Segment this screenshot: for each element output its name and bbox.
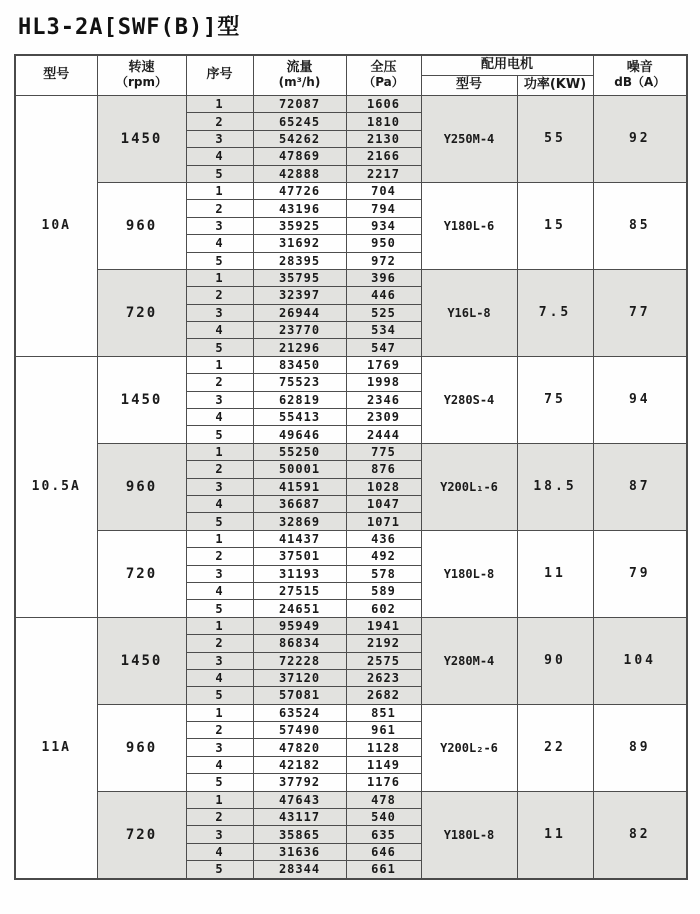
flow-cell: 26944 — [253, 304, 346, 321]
flow-cell: 32869 — [253, 513, 346, 530]
serial-cell: 3 — [186, 391, 253, 408]
flow-cell: 57490 — [253, 722, 346, 739]
table-header — [15, 55, 687, 96]
serial-cell: 4 — [186, 322, 253, 339]
flow-cell: 37792 — [253, 774, 346, 791]
pressure-cell: 2166 — [346, 148, 421, 165]
motor-power-cell: 11 — [517, 791, 593, 878]
flow-cell: 63524 — [253, 704, 346, 721]
serial-cell: 5 — [186, 774, 253, 791]
fan-spec-table — [14, 54, 688, 880]
serial-cell: 5 — [186, 600, 253, 617]
rpm-cell: 720 — [97, 791, 186, 878]
serial-cell: 1 — [186, 443, 253, 460]
motor-model-cell: Y280M-4 — [421, 617, 517, 704]
serial-cell: 1 — [186, 269, 253, 286]
noise-cell: 82 — [593, 791, 687, 878]
motor-model-cell: Y180L-8 — [421, 530, 517, 617]
table-row — [15, 356, 687, 373]
serial-cell: 5 — [186, 861, 253, 879]
flow-cell: 47820 — [253, 739, 346, 756]
motor-power-cell: 18.5 — [517, 443, 593, 530]
flow-cell: 28344 — [253, 861, 346, 879]
pressure-cell: 1606 — [346, 96, 421, 113]
flow-cell: 54262 — [253, 130, 346, 147]
flow-cell: 49646 — [253, 426, 346, 443]
model-cell: 10.5A — [15, 356, 97, 617]
rpm-cell: 960 — [97, 443, 186, 530]
pressure-cell: 396 — [346, 269, 421, 286]
pressure-cell: 2309 — [346, 409, 421, 426]
table-body — [15, 96, 687, 879]
flow-cell: 47869 — [253, 148, 346, 165]
motor-power-cell: 55 — [517, 96, 593, 183]
flow-cell: 47643 — [253, 791, 346, 808]
pressure-cell: 2192 — [346, 635, 421, 652]
serial-cell: 3 — [186, 565, 253, 582]
serial-cell: 1 — [186, 96, 253, 113]
noise-cell: 92 — [593, 96, 687, 183]
flow-cell: 42888 — [253, 165, 346, 182]
serial-cell: 3 — [186, 217, 253, 234]
serial-cell: 3 — [186, 304, 253, 321]
serial-cell: 2 — [186, 809, 253, 826]
pressure-cell: 972 — [346, 252, 421, 269]
serial-cell: 2 — [186, 374, 253, 391]
model-cell: 10A — [15, 96, 97, 357]
rpm-cell: 1450 — [97, 356, 186, 443]
serial-cell: 5 — [186, 165, 253, 182]
pressure-cell: 589 — [346, 582, 421, 599]
header-flow — [253, 55, 346, 96]
noise-cell: 77 — [593, 269, 687, 356]
flow-cell: 95949 — [253, 617, 346, 634]
rpm-cell: 720 — [97, 269, 186, 356]
noise-cell: 89 — [593, 704, 687, 791]
serial-cell: 3 — [186, 478, 253, 495]
pressure-cell: 547 — [346, 339, 421, 356]
noise-cell: 87 — [593, 443, 687, 530]
table-row — [15, 443, 687, 460]
pressure-cell: 2130 — [346, 130, 421, 147]
header-noise-label: 噪音 — [626, 60, 653, 76]
serial-cell: 5 — [186, 513, 253, 530]
pressure-cell: 1071 — [346, 513, 421, 530]
flow-cell: 24651 — [253, 600, 346, 617]
pressure-cell: 961 — [346, 722, 421, 739]
flow-cell: 31193 — [253, 565, 346, 582]
pressure-cell: 851 — [346, 704, 421, 721]
flow-cell: 21296 — [253, 339, 346, 356]
pressure-cell: 1176 — [346, 774, 421, 791]
serial-cell: 3 — [186, 652, 253, 669]
serial-cell: 2 — [186, 722, 253, 739]
pressure-cell: 1149 — [346, 756, 421, 773]
rpm-cell: 1450 — [97, 96, 186, 183]
serial-cell: 1 — [186, 530, 253, 547]
flow-cell: 28395 — [253, 252, 346, 269]
flow-cell: 35925 — [253, 217, 346, 234]
serial-cell: 2 — [186, 113, 253, 130]
pressure-cell: 775 — [346, 443, 421, 460]
header-motor-group: 配用电机 — [421, 55, 593, 76]
pressure-cell: 2623 — [346, 669, 421, 686]
motor-model-cell: Y280S-4 — [421, 356, 517, 443]
serial-cell: 2 — [186, 287, 253, 304]
serial-cell: 4 — [186, 756, 253, 773]
pressure-cell: 661 — [346, 861, 421, 879]
pressure-cell: 2444 — [346, 426, 421, 443]
flow-cell: 43117 — [253, 809, 346, 826]
table-row — [15, 182, 687, 199]
pressure-cell: 704 — [346, 182, 421, 199]
serial-cell: 5 — [186, 426, 253, 443]
page-title: HL3-2A[SWF(B)]型 — [18, 15, 241, 40]
header-pressure — [346, 55, 421, 96]
flow-cell: 57081 — [253, 687, 346, 704]
serial-cell: 4 — [186, 495, 253, 512]
flow-cell: 83450 — [253, 356, 346, 373]
header-speed-unit: （rpm） — [115, 75, 167, 90]
header-flow-unit: (m³/h) — [278, 75, 321, 90]
serial-cell: 5 — [186, 687, 253, 704]
flow-cell: 43196 — [253, 200, 346, 217]
table-row — [15, 791, 687, 808]
flow-cell: 72228 — [253, 652, 346, 669]
flow-cell: 41437 — [253, 530, 346, 547]
serial-cell: 4 — [186, 582, 253, 599]
motor-power-cell: 90 — [517, 617, 593, 704]
table-row — [15, 530, 687, 547]
serial-cell: 2 — [186, 200, 253, 217]
flow-cell: 75523 — [253, 374, 346, 391]
flow-cell: 27515 — [253, 582, 346, 599]
header-flow-label: 流量 — [286, 60, 313, 76]
flow-cell: 50001 — [253, 461, 346, 478]
header-model: 型号 — [15, 55, 97, 96]
flow-cell: 47726 — [253, 182, 346, 199]
noise-cell: 85 — [593, 182, 687, 269]
pressure-cell: 2682 — [346, 687, 421, 704]
motor-model-cell: Y180L-8 — [421, 791, 517, 878]
motor-power-cell: 11 — [517, 530, 593, 617]
pressure-cell: 602 — [346, 600, 421, 617]
motor-power-cell: 7.5 — [517, 269, 593, 356]
serial-cell: 4 — [186, 409, 253, 426]
serial-cell: 1 — [186, 356, 253, 373]
rpm-cell: 720 — [97, 530, 186, 617]
flow-cell: 72087 — [253, 96, 346, 113]
table-row — [15, 617, 687, 634]
table-row — [15, 704, 687, 721]
motor-power-cell: 75 — [517, 356, 593, 443]
header-noise — [593, 55, 687, 96]
rpm-cell: 960 — [97, 704, 186, 791]
flow-cell: 32397 — [253, 287, 346, 304]
serial-cell: 4 — [186, 669, 253, 686]
noise-cell: 104 — [593, 617, 687, 704]
flow-cell: 86834 — [253, 635, 346, 652]
serial-cell: 1 — [186, 182, 253, 199]
flow-cell: 55413 — [253, 409, 346, 426]
pressure-cell: 540 — [346, 809, 421, 826]
serial-cell: 1 — [186, 791, 253, 808]
flow-cell: 55250 — [253, 443, 346, 460]
motor-power-cell: 22 — [517, 704, 593, 791]
pressure-cell: 2575 — [346, 652, 421, 669]
header-pressure-unit: （Pa） — [363, 75, 404, 90]
serial-cell: 5 — [186, 252, 253, 269]
flow-cell: 65245 — [253, 113, 346, 130]
serial-cell: 2 — [186, 461, 253, 478]
pressure-cell: 646 — [346, 843, 421, 860]
flow-cell: 37501 — [253, 548, 346, 565]
serial-cell: 2 — [186, 635, 253, 652]
pressure-cell: 2346 — [346, 391, 421, 408]
pressure-cell: 578 — [346, 565, 421, 582]
pressure-cell: 2217 — [346, 165, 421, 182]
pressure-cell: 1998 — [346, 374, 421, 391]
serial-cell: 5 — [186, 339, 253, 356]
serial-cell: 2 — [186, 548, 253, 565]
pressure-cell: 934 — [346, 217, 421, 234]
serial-cell: 1 — [186, 617, 253, 634]
flow-cell: 23770 — [253, 322, 346, 339]
serial-cell: 4 — [186, 843, 253, 860]
flow-cell: 35795 — [253, 269, 346, 286]
pressure-cell: 436 — [346, 530, 421, 547]
header-motor-power: 功率(KW) — [517, 76, 593, 96]
noise-cell: 79 — [593, 530, 687, 617]
serial-cell: 4 — [186, 235, 253, 252]
motor-model-cell: Y200L₂-6 — [421, 704, 517, 791]
motor-power-cell: 15 — [517, 182, 593, 269]
pressure-cell: 1128 — [346, 739, 421, 756]
noise-cell: 94 — [593, 356, 687, 443]
serial-cell: 3 — [186, 739, 253, 756]
pressure-cell: 525 — [346, 304, 421, 321]
pressure-cell: 1047 — [346, 495, 421, 512]
flow-cell: 35865 — [253, 826, 346, 843]
pressure-cell: 635 — [346, 826, 421, 843]
header-noise-unit: dB（A） — [614, 75, 666, 90]
pressure-cell: 1028 — [346, 478, 421, 495]
pressure-cell: 1941 — [346, 617, 421, 634]
table-row — [15, 269, 687, 286]
flow-cell: 42182 — [253, 756, 346, 773]
serial-cell: 4 — [186, 148, 253, 165]
flow-cell: 41591 — [253, 478, 346, 495]
header-serial: 序号 — [186, 55, 253, 96]
header-speed — [97, 55, 186, 96]
motor-model-cell: Y180L-6 — [421, 182, 517, 269]
header-speed-label: 转速 — [128, 60, 155, 76]
serial-cell: 3 — [186, 826, 253, 843]
flow-cell: 37120 — [253, 669, 346, 686]
model-cell: 11A — [15, 617, 97, 878]
motor-model-cell: Y200L₁-6 — [421, 443, 517, 530]
flow-cell: 31636 — [253, 843, 346, 860]
serial-cell: 3 — [186, 130, 253, 147]
pressure-cell: 1810 — [346, 113, 421, 130]
pressure-cell: 534 — [346, 322, 421, 339]
pressure-cell: 1769 — [346, 356, 421, 373]
motor-model-cell: Y250M-4 — [421, 96, 517, 183]
rpm-cell: 1450 — [97, 617, 186, 704]
flow-cell: 62819 — [253, 391, 346, 408]
header-motor-model: 型号 — [421, 76, 517, 96]
pressure-cell: 478 — [346, 791, 421, 808]
motor-model-cell: Y16L-8 — [421, 269, 517, 356]
pressure-cell: 794 — [346, 200, 421, 217]
pressure-cell: 492 — [346, 548, 421, 565]
flow-cell: 36687 — [253, 495, 346, 512]
pressure-cell: 446 — [346, 287, 421, 304]
header-pressure-label: 全压 — [370, 60, 397, 76]
rpm-cell: 960 — [97, 182, 186, 269]
table-row — [15, 96, 687, 113]
pressure-cell: 950 — [346, 235, 421, 252]
serial-cell: 1 — [186, 704, 253, 721]
pressure-cell: 876 — [346, 461, 421, 478]
flow-cell: 31692 — [253, 235, 346, 252]
